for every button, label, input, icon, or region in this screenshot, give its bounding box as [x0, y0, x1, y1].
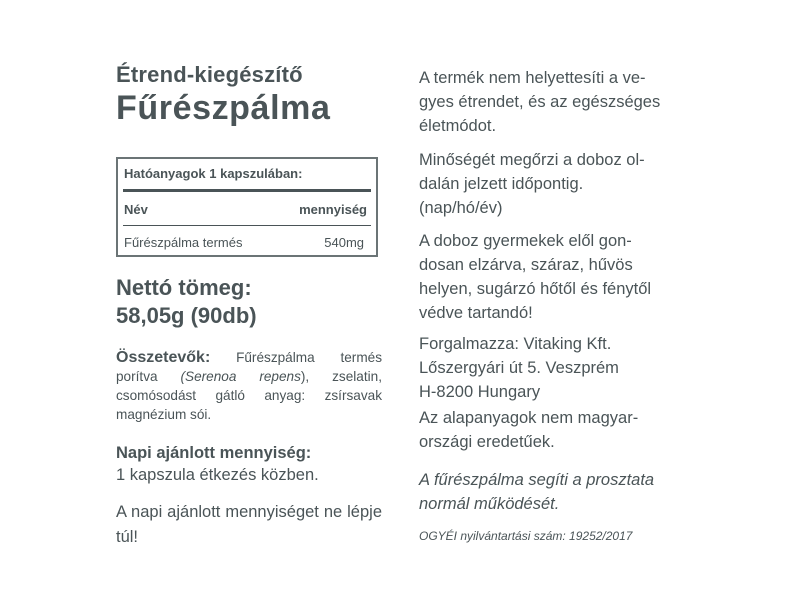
best-before-note [419, 148, 687, 220]
product-title: Fűrészpálma [116, 89, 331, 127]
text-line: életmódot. [419, 117, 497, 135]
text-line: A fűrészpálma segíti a prosztata [419, 471, 655, 489]
text-line: normál működését. [419, 495, 560, 513]
storage-instructions [419, 229, 687, 325]
text-line: Forgalmazza: Vitaking Kft. [419, 335, 612, 353]
net-weight-value: 58,05g (90db) [116, 303, 257, 328]
text-line: helyen, sugárzó hőtől és fénytől [419, 280, 652, 298]
text-line: H-8200 Hungary [419, 383, 541, 401]
text-line: (nap/hó/év) [419, 199, 503, 217]
text-line: dalán jelzett időpontig. [419, 175, 584, 193]
diet-disclaimer [419, 66, 687, 138]
ingredients-text-1: Fűrészpálma termés porítva [116, 350, 382, 384]
text-line: Az alapanyagok nem magyar- [419, 409, 639, 427]
distributor-info [419, 332, 687, 404]
column-header-name: Név [124, 202, 148, 217]
text-line: gyes étrendet, és az egészséges [419, 93, 661, 111]
daily-dose-value: 1 kapszula étkezés közben. [116, 466, 319, 484]
net-weight [116, 274, 257, 330]
left-column [116, 62, 383, 546]
table-cell-quantity: 540mg [324, 235, 364, 250]
text-line: dosan elzárva, száraz, hűvös [419, 256, 633, 274]
table-divider-thick [123, 189, 371, 192]
daily-dose [116, 442, 319, 486]
text-line: védve tartandó! [419, 304, 533, 322]
daily-dose-label: Napi ajánlott mennyiség: [116, 444, 312, 462]
text-line: Lőszergyári út 5. Veszprém [419, 359, 619, 377]
dose-warning: A napi ajánlott mennyiséget ne lépje túl! [116, 503, 382, 546]
net-weight-label: Nettó tömeg: [116, 275, 252, 300]
health-claim [419, 468, 687, 516]
ingredients-paragraph [116, 348, 382, 424]
text-line: A termék nem helyettesíti a ve- [419, 69, 646, 87]
table-heading: Hatóanyagok 1 kapszulában: [124, 166, 303, 181]
active-ingredients-table [116, 157, 378, 257]
ingredients-label: Összetevők: [116, 349, 211, 366]
origin-note [419, 406, 687, 454]
table-cell-name: Fűrészpálma termés [124, 235, 243, 250]
ingredients-text-2: ), zselatin, csomósodást gátló anyag: zsírsavak magnézium sói. [116, 369, 383, 422]
text-line: A doboz gyermekek elől gon- [419, 232, 632, 250]
registration-number: OGYÉI nyilvántartási szám: 19252/2017 [419, 529, 633, 543]
text-line: Minőségét megőrzi a doboz ol- [419, 151, 645, 169]
table-divider-thin [123, 225, 371, 226]
column-header-quantity: mennyiség [299, 202, 367, 217]
text-line: országi eredetűek. [419, 433, 555, 451]
product-category: Étrend-kiegészítő [116, 62, 303, 87]
ingredients-latin-name: (Serenoa repens [180, 369, 301, 384]
